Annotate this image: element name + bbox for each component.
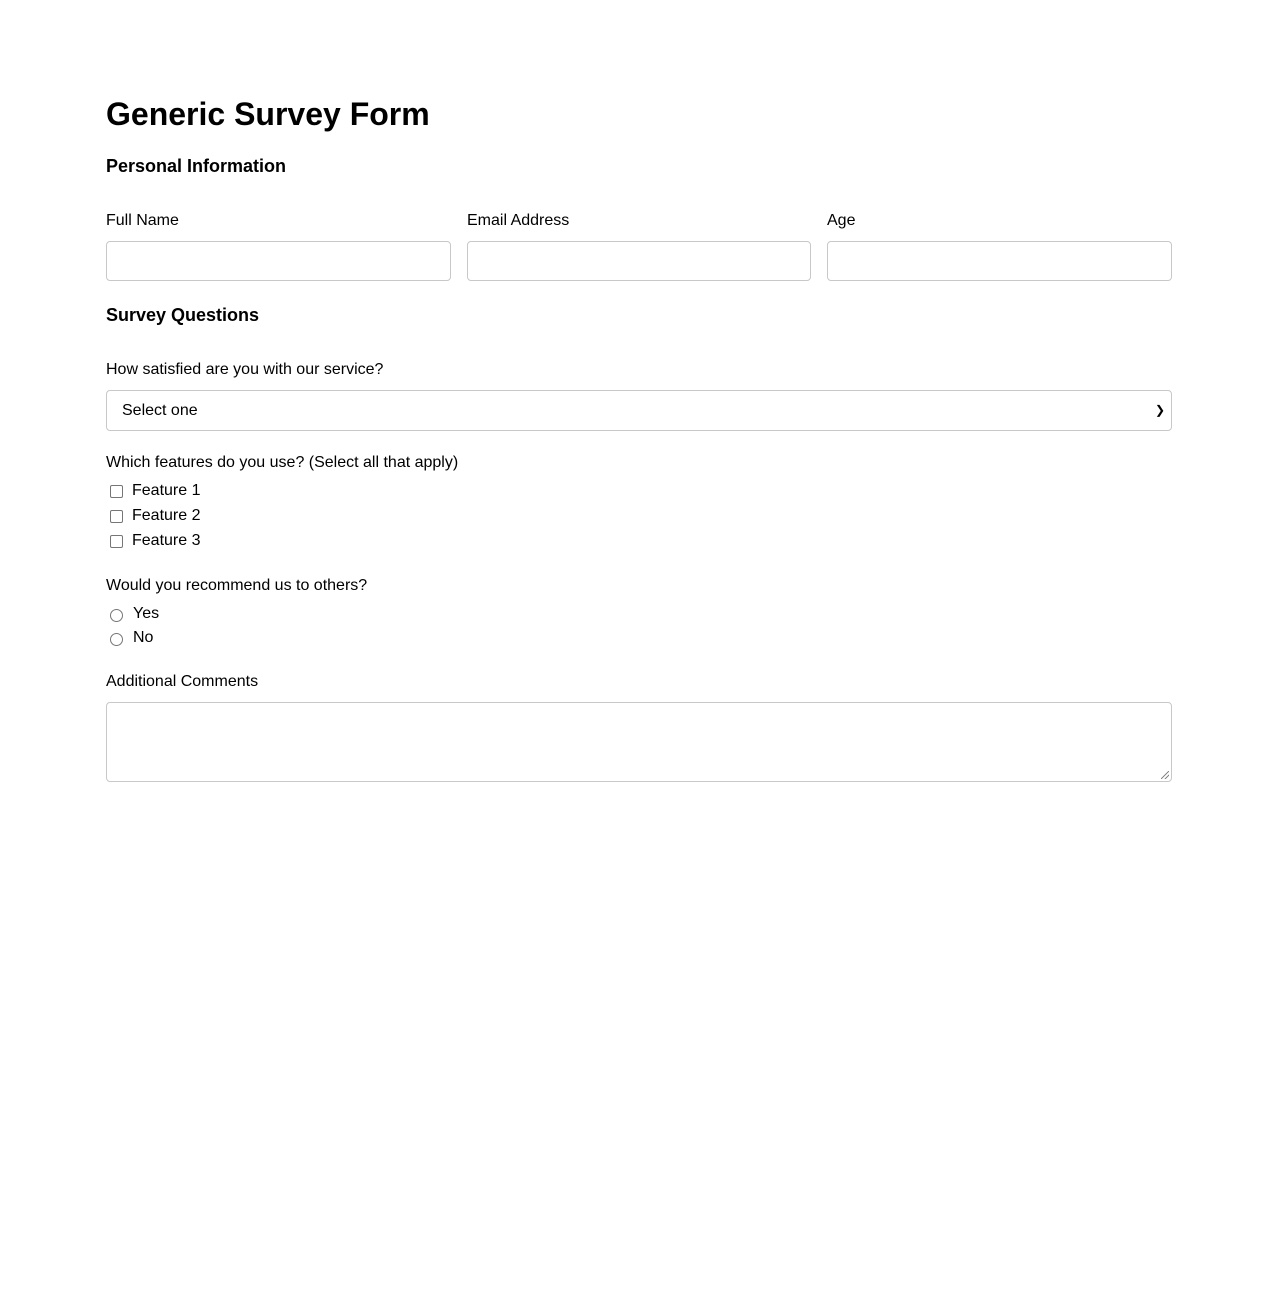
email-input[interactable] (467, 241, 811, 281)
recommend-yes-option[interactable] (110, 605, 159, 623)
no-radio[interactable] (110, 633, 123, 646)
yes-label: Yes (133, 605, 160, 622)
feature-2-checkbox[interactable] (110, 510, 123, 523)
email-label: Email Address (467, 212, 570, 229)
feature-1-label: Feature 1 (132, 482, 201, 499)
age-input[interactable] (827, 241, 1172, 281)
recommend-no-option[interactable] (110, 629, 153, 647)
feature-1-checkbox[interactable] (110, 485, 123, 498)
comments-textarea[interactable] (106, 702, 1172, 782)
feature-2-label: Feature 2 (132, 507, 201, 524)
recommend-label: Would you recommend us to others? (106, 577, 368, 594)
feature-3-label: Feature 3 (132, 532, 201, 549)
feature-3-option[interactable] (110, 532, 200, 550)
age-label: Age (827, 212, 856, 229)
features-label: Which features do you use? (Select all that apply) (106, 454, 459, 471)
comments-label: Additional Comments (106, 673, 259, 690)
personal-info-heading: Personal Information (106, 156, 287, 176)
resize-handle-icon[interactable] (1161, 771, 1169, 779)
page-title: Generic Survey Form (106, 96, 430, 132)
feature-3-checkbox[interactable] (110, 535, 123, 548)
satisfaction-label: How satisfied are you with our service? (106, 361, 384, 378)
feature-2-option[interactable] (110, 507, 200, 525)
survey-questions-heading: Survey Questions (106, 305, 260, 325)
satisfaction-selected-value: Select one (122, 401, 198, 419)
chevron-down-icon: ❯ (1154, 403, 1165, 417)
feature-1-option[interactable] (110, 482, 200, 500)
yes-radio[interactable] (110, 609, 123, 622)
full-name-input[interactable] (106, 241, 451, 281)
full-name-label: Full Name (106, 212, 179, 229)
no-label: No (133, 629, 154, 646)
satisfaction-select[interactable] (106, 390, 1172, 431)
